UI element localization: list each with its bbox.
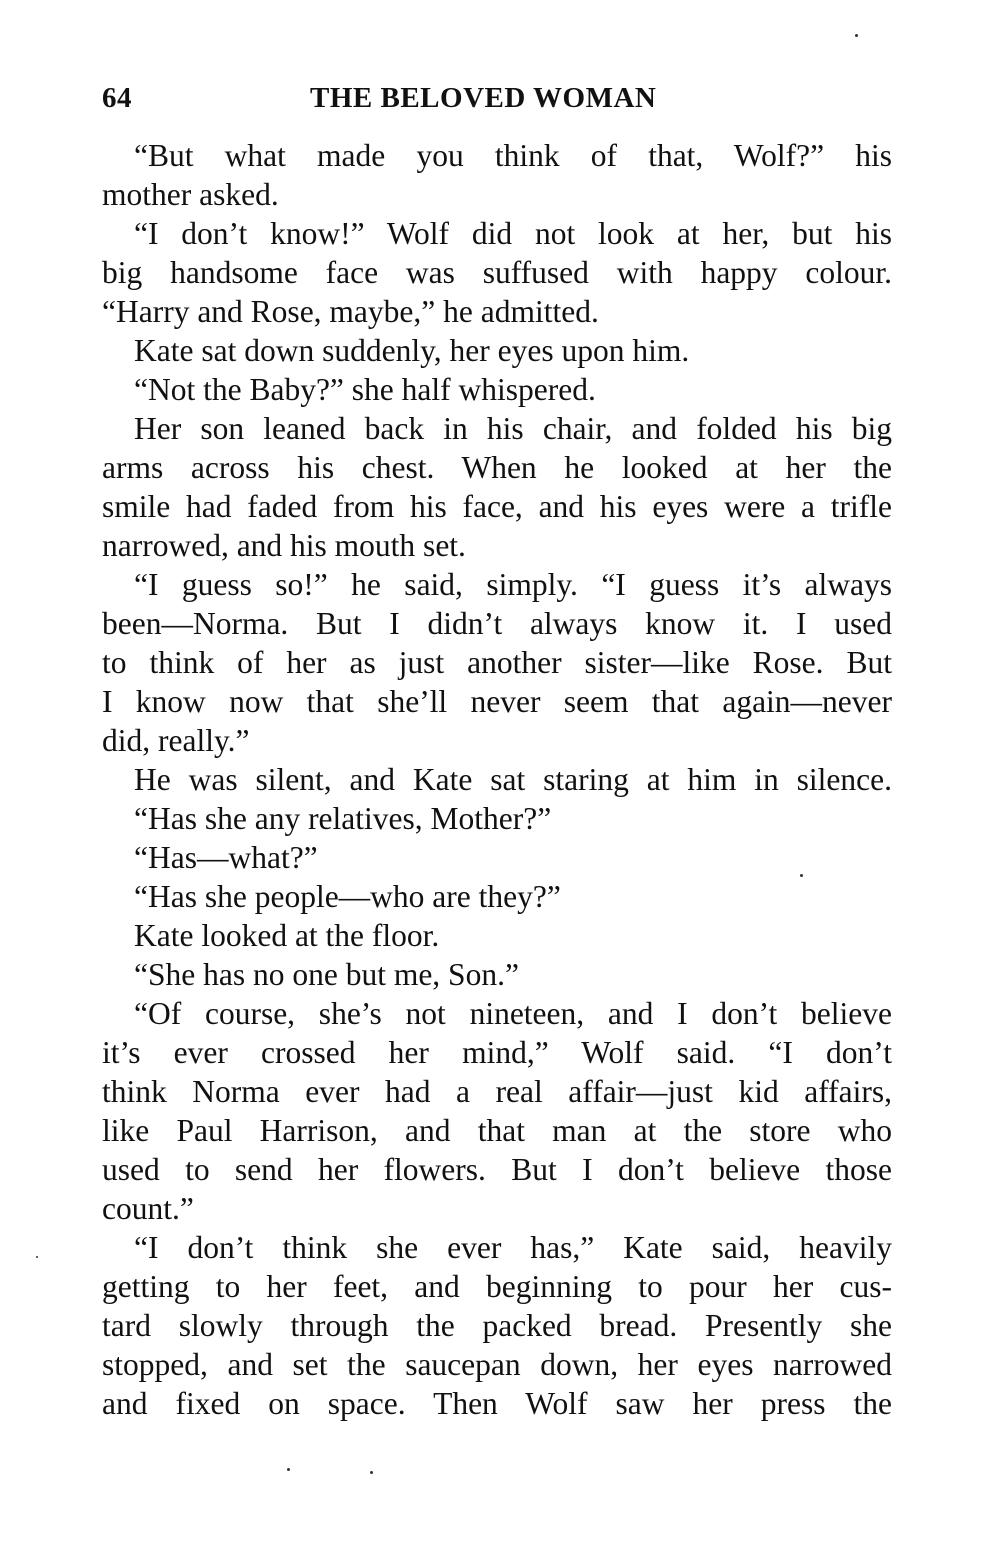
text-line: count.”	[102, 1191, 194, 1226]
scan-speck	[855, 34, 858, 37]
body-text	[102, 136, 892, 1423]
text-line: “I don’t think she ever has,” Kate said, heavily	[134, 1230, 892, 1265]
text-line: smile had faded from his face, and his eyes were a trifle	[102, 489, 892, 524]
scan-speck	[370, 1471, 373, 1474]
page-number: 64	[102, 82, 132, 114]
text-line: “She has no one but me, Son.”	[134, 957, 519, 992]
page-header	[102, 82, 892, 122]
text-line: did, really.”	[102, 723, 250, 758]
text-line: “Harry and Rose, maybe,” he admitted.	[102, 294, 599, 329]
scan-speck	[800, 874, 803, 877]
text-line: stopped, and set the saucepan down, her eyes narrowed	[102, 1347, 892, 1382]
text-line: “Has—what?”	[134, 840, 318, 875]
text-line: arms across his chest. When he looked at her the	[102, 450, 892, 485]
text-line: “Has she any relatives, Mother?”	[134, 801, 552, 836]
text-line: been—Norma. But I didn’t always know it. I used	[102, 606, 892, 641]
text-line: it’s ever crossed her mind,” Wolf said. “I don’t	[102, 1035, 892, 1070]
text-line: “I don’t know!” Wolf did not look at her, but his	[134, 216, 892, 251]
text-line: like Paul Harrison, and that man at the store who	[102, 1113, 892, 1148]
text-line: Kate looked at the floor.	[134, 918, 440, 953]
text-line: mother asked.	[102, 177, 279, 212]
text-line: big handsome face was suffused with happy colour.	[102, 255, 892, 290]
text-line: “Not the Baby?” she half whispered.	[134, 372, 596, 407]
text-line: narrowed, and his mouth set.	[102, 528, 466, 563]
text-line: and fixed on space. Then Wolf saw her press the	[102, 1386, 892, 1421]
text-line: “Has she people—who are they?”	[134, 879, 561, 914]
text-line: tard slowly through the packed bread. Presently she	[102, 1308, 892, 1343]
text-line: “But what made you think of that, Wolf?” his	[134, 138, 892, 173]
text-line: He was silent, and Kate sat staring at him in silence.	[134, 762, 892, 797]
text-line: Her son leaned back in his chair, and folded his big	[134, 411, 892, 446]
text-line: I know now that she’ll never seem that again—never	[102, 684, 892, 719]
scan-speck	[36, 1256, 38, 1258]
text-line: used to send her flowers. But I don’t believe those	[102, 1152, 892, 1187]
text-line: think Norma ever had a real affair—just kid affairs,	[102, 1074, 892, 1109]
text-line: to think of her as just another sister—like Rose. But	[102, 645, 892, 680]
text-line: getting to her feet, and beginning to pour her cus-	[102, 1269, 892, 1304]
text-line: “I guess so!” he said, simply. “I guess it’s always	[134, 567, 892, 602]
running-title: THE BELOVED WOMAN	[310, 82, 657, 114]
text-line: Kate sat down suddenly, her eyes upon him.	[134, 333, 690, 368]
text-line: “Of course, she’s not nineteen, and I don’t believe	[134, 996, 892, 1031]
scan-speck	[287, 1468, 290, 1471]
